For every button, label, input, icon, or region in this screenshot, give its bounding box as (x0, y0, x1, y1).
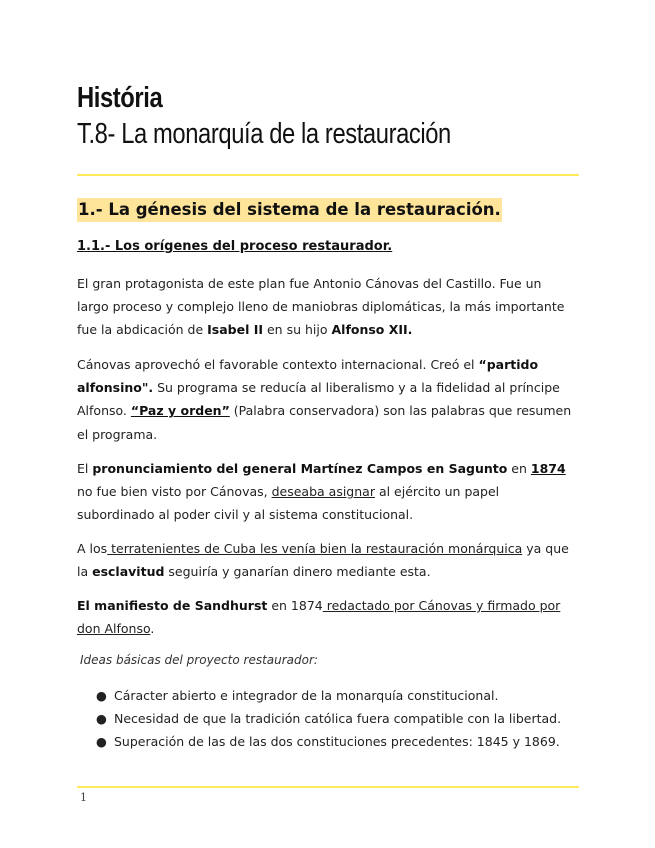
p1-text-a: El gran protagonista de este plan fue Antonio Cánovas del Castillo. Fue un largo proceso y complejo lleno de maniobras diplomáticas, la más importante fue la abdicación de (77, 276, 565, 338)
list-item-text: Necesidad de que la tradición católica fuera compatible con la libertad. (114, 711, 562, 727)
bullet-icon: ● (96, 711, 107, 727)
ideas-label: Ideas básicas del proyecto restaurador: (80, 653, 318, 667)
title-line-1: História (77, 82, 163, 114)
paragraph-2 (77, 353, 577, 446)
p3-bold-year: 1874 (530, 461, 566, 476)
p3-text-e: no fue bien visto por Cánovas, (77, 484, 272, 500)
page-number: 1 (80, 791, 87, 804)
p3-text-g: al ejército un papel subordinado al poder civil y al sistema constitucional. (77, 484, 500, 523)
top-divider (77, 174, 579, 176)
p3-underline-deseaba: deseaba asignar (271, 484, 375, 500)
subsection-heading: 1.1.- Los orígenes del proceso restaurador. (77, 239, 393, 254)
bottom-divider (77, 786, 579, 788)
p5-text-d: . (150, 621, 155, 637)
p2-bold-paz-orden: “Paz y orden” (130, 403, 230, 419)
section-heading: 1.- La génesis del sistema de la restauración. (77, 198, 502, 222)
p2-text-e: (Palabra conservadora) son las palabras que resumen el programa. (77, 403, 572, 442)
p1-bold-alfonso: Alfonso XII. (331, 322, 413, 338)
p5-text-b: en 1874 (267, 598, 323, 613)
p3-text-a: El (77, 461, 93, 476)
list-item-text: Superación de las de las dos constituciones precedentes: 1845 y 1869. (114, 734, 560, 750)
p2-text-a: Cánovas aprovechó el favorable contexto internacional. Creó el (77, 357, 479, 372)
ideas-list (96, 684, 561, 754)
paragraph-3 (77, 457, 577, 527)
p4-text-c: ya que la (77, 541, 569, 580)
p4-text-e: seguiría y ganarían dinero mediante esta. (164, 564, 431, 580)
paragraph-1 (77, 272, 577, 342)
p1-bold-isabel: Isabel II (207, 322, 264, 338)
p4-text-a: A los (77, 541, 108, 556)
p3-bold-pronunciamiento: pronunciamiento del general Martínez Campos en Sagunto (92, 461, 508, 476)
p3-text-c: en (507, 461, 531, 476)
p4-underline-terratenientes: terratenientes de Cuba les venía bien la restauración monárquica (107, 541, 523, 556)
list-item-text: Cáracter abierto e integrador de la monarquía constitucional. (114, 688, 499, 703)
p5-underline-redactado: redactado por Cánovas y firmado por don Alfonso (77, 598, 561, 637)
p2-bold-partido: “partido alfonsino". (77, 357, 539, 396)
bullet-icon: ● (96, 688, 107, 703)
p4-bold-esclavitud: esclavitud (92, 564, 165, 580)
paragraph-5 (77, 594, 577, 640)
p5-bold-manifiesto: El manifiesto de Sandhurst (77, 598, 268, 613)
p2-text-c: Su programa se reducía al liberalismo y a la fidelidad al príncipe Alfonso. (77, 380, 560, 419)
p1-text-c: en su hijo (263, 322, 332, 338)
title-line-2: T.8- La monarquía de la restauración (77, 118, 451, 150)
paragraph-4 (77, 537, 577, 583)
bullet-icon: ● (96, 734, 107, 750)
list-item (96, 730, 561, 753)
list-item (96, 684, 561, 707)
document-title (77, 80, 451, 152)
list-item (96, 707, 561, 730)
